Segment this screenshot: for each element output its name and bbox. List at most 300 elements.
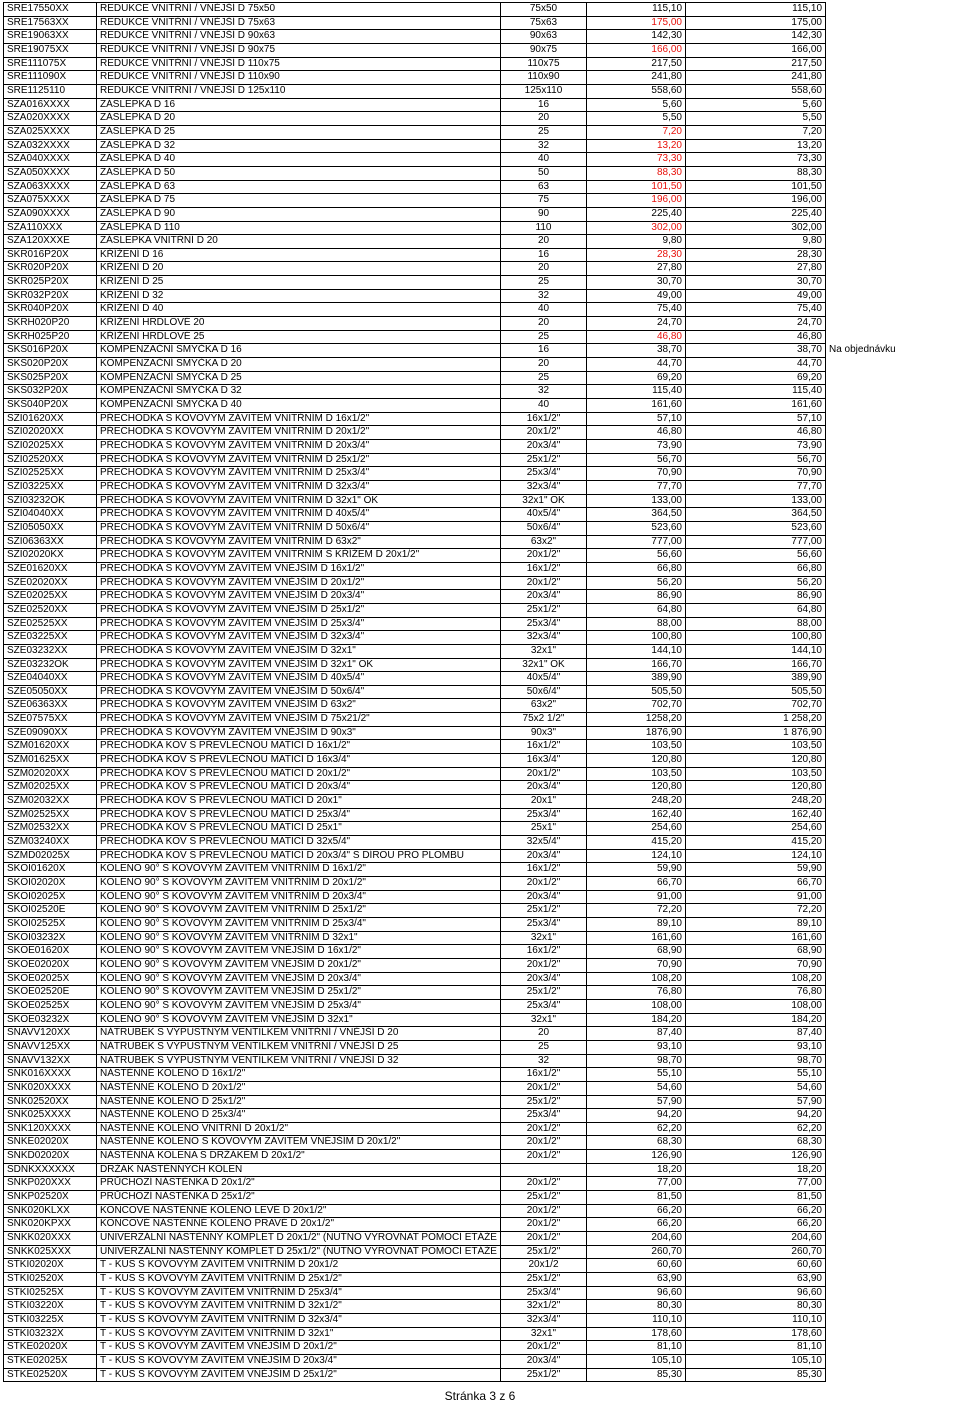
total-price-cell: 63,90 xyxy=(686,1273,826,1287)
product-code-cell: SDNKXXXXXX xyxy=(4,1163,97,1177)
table-row xyxy=(4,494,951,508)
note-cell xyxy=(826,822,951,836)
dimension-cell: 110 xyxy=(501,221,587,235)
dimension-cell: 20x1/2" xyxy=(501,767,587,781)
unit-price-cell: 28,30 xyxy=(587,248,686,262)
note-cell xyxy=(826,617,951,631)
dimension-cell: 25 xyxy=(501,125,587,139)
product-description-cell: KOLENO 90° S KOVOVÝM ZÁVITEM VNITŘNÍM D 25x3/4" xyxy=(97,917,501,931)
total-price-cell: 126,90 xyxy=(686,1150,826,1164)
total-price-cell: 44,70 xyxy=(686,358,826,372)
table-row xyxy=(4,16,951,30)
product-description-cell: KOLENO 90° S KOVOVÝM ZÁVITEM VNITŘNÍM D 32x1" xyxy=(97,931,501,945)
product-code-cell: SRE111090X xyxy=(4,71,97,85)
dimension-cell: 20x1/2" xyxy=(501,1204,587,1218)
dimension-cell: 63 xyxy=(501,180,587,194)
dimension-cell: 125x110 xyxy=(501,84,587,98)
table-row xyxy=(4,153,951,167)
unit-price-cell: 62,20 xyxy=(587,1122,686,1136)
note-cell xyxy=(826,1273,951,1287)
unit-price-cell: 1258,20 xyxy=(587,713,686,727)
product-description-cell: PŘECHODKA KOV S PŘEVLEČNOU MATICÍ D 20x1/2" xyxy=(97,767,501,781)
product-description-cell: PŘECHODKA S KOVOVÝM ZÁVITEM VNITŘNÍM D 16x1/2" xyxy=(97,412,501,426)
table-row xyxy=(4,453,951,467)
product-description-cell: PŘECHODKA S KOVOVÝM ZÁVITEM VNĚJŠÍM D 20x1/2" xyxy=(97,576,501,590)
note-cell xyxy=(826,1122,951,1136)
product-code-cell: SKR032P20X xyxy=(4,289,97,303)
dimension-cell: 32x3/4" xyxy=(501,631,587,645)
table-row xyxy=(4,71,951,85)
product-code-cell: SZE02525XX xyxy=(4,617,97,631)
unit-price-cell: 89,10 xyxy=(587,917,686,931)
table-row xyxy=(4,781,951,795)
table-row xyxy=(4,972,951,986)
dimension-cell: 25x3/4" xyxy=(501,467,587,481)
price-list-table xyxy=(3,2,951,1382)
unit-price-cell: 57,10 xyxy=(587,412,686,426)
dimension-cell: 32x1" xyxy=(501,1327,587,1341)
note-cell xyxy=(826,139,951,153)
table-row xyxy=(4,1341,951,1355)
note-cell xyxy=(826,57,951,71)
dimension-cell: 25x3/4" xyxy=(501,617,587,631)
total-price-cell: 70,90 xyxy=(686,958,826,972)
dimension-cell: 25x1/2" xyxy=(501,1368,587,1382)
table-row xyxy=(4,1177,951,1191)
product-code-cell: SZE05050XX xyxy=(4,685,97,699)
product-code-cell: STKE02025X xyxy=(4,1354,97,1368)
product-code-cell: SZI03232OK xyxy=(4,494,97,508)
product-description-cell: PŘECHODKA KOV S PŘEVLEČNOU MATICÍ D 20x3/4" S DÍROU PRO PLOMBU xyxy=(97,849,501,863)
note-cell xyxy=(826,453,951,467)
unit-price-cell: 558,60 xyxy=(587,84,686,98)
note-cell xyxy=(826,917,951,931)
note-cell xyxy=(826,658,951,672)
table-row xyxy=(4,3,951,17)
dimension-cell: 63x2" xyxy=(501,535,587,549)
table-row xyxy=(4,1300,951,1314)
table-row xyxy=(4,1259,951,1273)
total-price-cell: 68,30 xyxy=(686,1136,826,1150)
unit-price-cell: 44,70 xyxy=(587,358,686,372)
unit-price-cell: 68,30 xyxy=(587,1136,686,1150)
table-row xyxy=(4,945,951,959)
product-description-cell: KŘÍŽENÍ D 16 xyxy=(97,248,501,262)
unit-price-cell: 389,90 xyxy=(587,672,686,686)
product-code-cell: SNK020XXXX xyxy=(4,1081,97,1095)
total-price-cell: 105,10 xyxy=(686,1354,826,1368)
note-cell xyxy=(826,1163,951,1177)
unit-price-cell: 60,60 xyxy=(587,1259,686,1273)
unit-price-cell: 161,60 xyxy=(587,399,686,413)
product-code-cell: SZM01625XX xyxy=(4,754,97,768)
product-description-cell: NÁSTĚNNÉ KOLENO VNITŘNÍ D 20x1/2" xyxy=(97,1122,501,1136)
table-row xyxy=(4,1273,951,1287)
note-cell xyxy=(826,795,951,809)
unit-price-cell: 98,70 xyxy=(587,1054,686,1068)
product-description-cell: NÁSTĚNNÉ KOLENO D 25x3/4" xyxy=(97,1109,501,1123)
product-code-cell: SRE111075X xyxy=(4,57,97,71)
note-cell xyxy=(826,1040,951,1054)
product-code-cell: SZI03225XX xyxy=(4,480,97,494)
product-code-cell: SKS016P20X xyxy=(4,344,97,358)
product-description-cell: ZÁSLEPKA D 110 xyxy=(97,221,501,235)
product-code-cell: SNK120XXXX xyxy=(4,1122,97,1136)
unit-price-cell: 76,80 xyxy=(587,986,686,1000)
unit-price-cell: 73,30 xyxy=(587,153,686,167)
product-description-cell: PŘECHODKA S KOVOVÝM ZÁVITEM VNITŘNÍM D 32x1" OK xyxy=(97,494,501,508)
note-cell xyxy=(826,385,951,399)
table-row xyxy=(4,822,951,836)
table-row xyxy=(4,262,951,276)
table-row xyxy=(4,562,951,576)
dimension-cell: 20x1/2" xyxy=(501,1136,587,1150)
total-price-cell: 13,20 xyxy=(686,139,826,153)
unit-price-cell: 56,70 xyxy=(587,453,686,467)
total-price-cell: 93,10 xyxy=(686,1040,826,1054)
note-cell xyxy=(826,112,951,126)
dimension-cell: 25 xyxy=(501,330,587,344)
note-cell xyxy=(826,999,951,1013)
unit-price-cell: 523,60 xyxy=(587,521,686,535)
price-list-body xyxy=(4,3,951,1382)
product-description-cell: T - KUS S KOVOVÝM ZÁVITEM VNITŘNÍM D 20x1/2 xyxy=(97,1259,501,1273)
table-row xyxy=(4,289,951,303)
total-price-cell: 81,50 xyxy=(686,1191,826,1205)
unit-price-cell: 64,80 xyxy=(587,603,686,617)
total-price-cell: 86,90 xyxy=(686,590,826,604)
product-code-cell: SKOI01620X xyxy=(4,863,97,877)
product-description-cell: PŘECHODKA S KOVOVÝM ZÁVITEM VNĚJŠÍM D 63x2" xyxy=(97,699,501,713)
total-price-cell: 66,20 xyxy=(686,1218,826,1232)
total-price-cell: 120,80 xyxy=(686,781,826,795)
total-price-cell: 108,20 xyxy=(686,972,826,986)
note-cell xyxy=(826,221,951,235)
total-price-cell: 28,30 xyxy=(686,248,826,262)
product-code-cell: SZE06363XX xyxy=(4,699,97,713)
unit-price-cell: 91,00 xyxy=(587,890,686,904)
table-row xyxy=(4,235,951,249)
dimension-cell: 20 xyxy=(501,358,587,372)
product-code-cell: SKOE02025X xyxy=(4,972,97,986)
dimension-cell: 32x1" xyxy=(501,644,587,658)
table-row xyxy=(4,84,951,98)
note-cell xyxy=(826,153,951,167)
dimension-cell: 25x1/2" xyxy=(501,1095,587,1109)
product-code-cell: SNKK020XXX xyxy=(4,1232,97,1246)
product-description-cell: T - KUS S KOVOVÝM ZÁVITEM VNITŘNÍM D 32x1/2" xyxy=(97,1300,501,1314)
table-row xyxy=(4,754,951,768)
note-cell xyxy=(826,98,951,112)
dimension-cell xyxy=(501,1163,587,1177)
total-price-cell: 364,50 xyxy=(686,508,826,522)
product-code-cell: SKS040P20X xyxy=(4,399,97,413)
note-cell xyxy=(826,767,951,781)
dimension-cell: 16x1/2" xyxy=(501,562,587,576)
unit-price-cell: 161,60 xyxy=(587,931,686,945)
product-description-cell: PŘECHODKA S KOVOVÝM ZÁVITEM VNĚJŠÍM D 20x3/4" xyxy=(97,590,501,604)
product-description-cell: ZÁSLEPKA D 25 xyxy=(97,125,501,139)
note-cell xyxy=(826,672,951,686)
product-code-cell: SZM02525XX xyxy=(4,808,97,822)
unit-price-cell: 101,50 xyxy=(587,180,686,194)
dimension-cell: 40 xyxy=(501,303,587,317)
product-code-cell: SRE17550XX xyxy=(4,3,97,17)
product-description-cell: PŘECHODKA KOV S PŘEVLEČNOU MATICÍ D 32x5/4" xyxy=(97,836,501,850)
note-cell xyxy=(826,1204,951,1218)
dimension-cell: 40x5/4" xyxy=(501,672,587,686)
unit-price-cell: 7,20 xyxy=(587,125,686,139)
dimension-cell: 16x1/2" xyxy=(501,1068,587,1082)
total-price-cell: 46,80 xyxy=(686,426,826,440)
unit-price-cell: 178,60 xyxy=(587,1327,686,1341)
product-code-cell: SZE03232OK xyxy=(4,658,97,672)
total-price-cell: 24,70 xyxy=(686,317,826,331)
product-description-cell: REDUKCE VNITŘNÍ / VNĚJŠÍ D 90x75 xyxy=(97,43,501,57)
note-cell xyxy=(826,166,951,180)
total-price-cell: 60,60 xyxy=(686,1259,826,1273)
unit-price-cell: 69,20 xyxy=(587,371,686,385)
note-cell xyxy=(826,494,951,508)
total-price-cell: 66,70 xyxy=(686,877,826,891)
dimension-cell: 16x1/2" xyxy=(501,863,587,877)
product-code-cell: SZI02020XX xyxy=(4,426,97,440)
total-price-cell: 62,20 xyxy=(686,1122,826,1136)
product-description-cell: NÁTRUBEK S VÝPUSTNÝM VENTILKEM VNITŘNÍ / VNĚJŠÍ D 20 xyxy=(97,1027,501,1041)
note-cell xyxy=(826,262,951,276)
product-code-cell: SNAVV125XX xyxy=(4,1040,97,1054)
total-price-cell: 89,10 xyxy=(686,917,826,931)
table-row xyxy=(4,207,951,221)
table-row xyxy=(4,617,951,631)
total-price-cell: 175,00 xyxy=(686,16,826,30)
product-description-cell: ZÁSLEPKA D 32 xyxy=(97,139,501,153)
total-price-cell: 115,40 xyxy=(686,385,826,399)
total-price-cell: 260,70 xyxy=(686,1245,826,1259)
product-code-cell: SZE07575XX xyxy=(4,713,97,727)
product-code-cell: SZE03225XX xyxy=(4,631,97,645)
note-cell xyxy=(826,317,951,331)
product-code-cell: SZI02520XX xyxy=(4,453,97,467)
total-price-cell: 120,80 xyxy=(686,754,826,768)
product-description-cell: PŘECHODKA S KOVOVÝM ZÁVITEM VNITŘNÍM D 40x5/4" xyxy=(97,508,501,522)
product-description-cell: PŘECHODKA S KOVOVÝM ZÁVITEM VNĚJŠÍM D 50x6/4" xyxy=(97,685,501,699)
unit-price-cell: 115,10 xyxy=(587,3,686,17)
table-row xyxy=(4,508,951,522)
product-description-cell: T - KUS S KOVOVÝM ZÁVITEM VNĚJŠÍM D 20x1/2" xyxy=(97,1341,501,1355)
dimension-cell: 90 xyxy=(501,207,587,221)
unit-price-cell: 225,40 xyxy=(587,207,686,221)
table-row xyxy=(4,904,951,918)
note-cell xyxy=(826,685,951,699)
product-code-cell: SZA032XXXX xyxy=(4,139,97,153)
table-row xyxy=(4,1245,951,1259)
table-row xyxy=(4,358,951,372)
table-row xyxy=(4,1327,951,1341)
product-code-cell: STKE02020X xyxy=(4,1341,97,1355)
unit-price-cell: 70,90 xyxy=(587,467,686,481)
product-code-cell: SZI02025XX xyxy=(4,440,97,454)
unit-price-cell: 108,20 xyxy=(587,972,686,986)
product-description-cell: ZÁSLEPKA D 90 xyxy=(97,207,501,221)
total-price-cell: 87,40 xyxy=(686,1027,826,1041)
product-description-cell: ZÁSLEPKA D 75 xyxy=(97,194,501,208)
dimension-cell: 20x3/4" xyxy=(501,890,587,904)
total-price-cell: 27,80 xyxy=(686,262,826,276)
note-cell xyxy=(826,412,951,426)
table-row xyxy=(4,917,951,931)
product-code-cell: SKOE02520E xyxy=(4,986,97,1000)
unit-price-cell: 204,60 xyxy=(587,1232,686,1246)
product-code-cell: SZM02032XX xyxy=(4,795,97,809)
note-cell xyxy=(826,480,951,494)
dimension-cell: 20x1/2" xyxy=(501,576,587,590)
unit-price-cell: 105,10 xyxy=(587,1354,686,1368)
table-row xyxy=(4,849,951,863)
note-cell xyxy=(826,125,951,139)
total-price-cell: 225,40 xyxy=(686,207,826,221)
unit-price-cell: 260,70 xyxy=(587,1245,686,1259)
dimension-cell: 32x1" OK xyxy=(501,658,587,672)
note-cell xyxy=(826,1218,951,1232)
total-price-cell: 94,20 xyxy=(686,1109,826,1123)
total-price-cell: 75,40 xyxy=(686,303,826,317)
note-cell xyxy=(826,207,951,221)
table-row xyxy=(4,30,951,44)
table-row xyxy=(4,726,951,740)
product-code-cell: SZI06363XX xyxy=(4,535,97,549)
table-row xyxy=(4,98,951,112)
product-description-cell: KOLENO 90° S KOVOVÝM ZÁVITEM VNĚJŠÍM D 25x1/2" xyxy=(97,986,501,1000)
note-cell xyxy=(826,590,951,604)
total-price-cell: 110,10 xyxy=(686,1314,826,1328)
table-row xyxy=(4,426,951,440)
table-row xyxy=(4,412,951,426)
product-description-cell: NÁTRUBEK S VÝPUSTNÝM VENTILKEM VNITŘNÍ / VNĚJŠÍ D 32 xyxy=(97,1054,501,1068)
table-row xyxy=(4,371,951,385)
dimension-cell: 20x1/2" xyxy=(501,1341,587,1355)
total-price-cell: 64,80 xyxy=(686,603,826,617)
product-code-cell: SKR020P20X xyxy=(4,262,97,276)
table-row xyxy=(4,1232,951,1246)
total-price-cell: 217,50 xyxy=(686,57,826,71)
unit-price-cell: 241,80 xyxy=(587,71,686,85)
table-row xyxy=(4,303,951,317)
dimension-cell: 32 xyxy=(501,289,587,303)
dimension-cell: 20 xyxy=(501,235,587,249)
note-cell xyxy=(826,740,951,754)
dimension-cell: 25x3/4" xyxy=(501,808,587,822)
dimension-cell: 16x3/4" xyxy=(501,754,587,768)
note-cell xyxy=(826,1136,951,1150)
table-row xyxy=(4,1286,951,1300)
total-price-cell: 72,20 xyxy=(686,904,826,918)
unit-price-cell: 70,90 xyxy=(587,958,686,972)
dimension-cell: 20x1/2" xyxy=(501,426,587,440)
note-cell xyxy=(826,30,951,44)
unit-price-cell: 126,90 xyxy=(587,1150,686,1164)
table-row xyxy=(4,836,951,850)
note-cell xyxy=(826,1150,951,1164)
total-price-cell: 558,60 xyxy=(686,84,826,98)
product-description-cell: UNIVERZÁLNÍ NÁSTĚNNÝ KOMPLET D 25x1/2" (NUTNO VYROVNAT POMOCÍ ETÁŽE xyxy=(97,1245,501,1259)
product-code-cell: SKS032P20X xyxy=(4,385,97,399)
product-description-cell: KOLENO 90° S KOVOVÝM ZÁVITEM VNĚJŠÍM D 32x1" xyxy=(97,1013,501,1027)
product-code-cell: SKRH025P20 xyxy=(4,330,97,344)
note-cell xyxy=(826,986,951,1000)
product-code-cell: SRE19063XX xyxy=(4,30,97,44)
unit-price-cell: 1876,90 xyxy=(587,726,686,740)
product-code-cell: STKI03220X xyxy=(4,1300,97,1314)
unit-price-cell: 505,50 xyxy=(587,685,686,699)
total-price-cell: 777,00 xyxy=(686,535,826,549)
table-row xyxy=(4,685,951,699)
total-price-cell: 54,60 xyxy=(686,1081,826,1095)
product-description-cell: NÁTRUBEK S VÝPUSTNÝM VENTILKEM VNITŘNÍ / VNĚJŠÍ D 25 xyxy=(97,1040,501,1054)
note-cell xyxy=(826,699,951,713)
total-price-cell: 1 258,20 xyxy=(686,713,826,727)
table-row xyxy=(4,1027,951,1041)
note-cell xyxy=(826,1013,951,1027)
unit-price-cell: 81,50 xyxy=(587,1191,686,1205)
product-description-cell: PŘECHODKA S KOVOVÝM ZÁVITEM VNITŘNÍM D 25x3/4" xyxy=(97,467,501,481)
unit-price-cell: 55,10 xyxy=(587,1068,686,1082)
total-price-cell: 702,70 xyxy=(686,699,826,713)
note-cell xyxy=(826,1054,951,1068)
product-description-cell: PŘECHODKA KOV S PŘEVLEČNOU MATICÍ D 20x3/4" xyxy=(97,781,501,795)
note-cell xyxy=(826,248,951,262)
unit-price-cell: 144,10 xyxy=(587,644,686,658)
product-description-cell: T - KUS S KOVOVÝM ZÁVITEM VNĚJŠÍM D 25x1/2" xyxy=(97,1368,501,1382)
product-code-cell: SZI05050XX xyxy=(4,521,97,535)
dimension-cell: 110x90 xyxy=(501,71,587,85)
note-cell xyxy=(826,440,951,454)
note-cell xyxy=(826,508,951,522)
table-row xyxy=(4,999,951,1013)
total-price-cell: 248,20 xyxy=(686,795,826,809)
total-price-cell: 178,60 xyxy=(686,1327,826,1341)
table-row xyxy=(4,863,951,877)
unit-price-cell: 702,70 xyxy=(587,699,686,713)
dimension-cell: 25x3/4" xyxy=(501,1286,587,1300)
product-description-cell: PŘECHODKA KOV S PŘEVLEČNOU MATICÍ D 16x3/4" xyxy=(97,754,501,768)
table-row xyxy=(4,1204,951,1218)
product-code-cell: SZM02532XX xyxy=(4,822,97,836)
total-price-cell: 241,80 xyxy=(686,71,826,85)
table-row xyxy=(4,194,951,208)
unit-price-cell: 27,80 xyxy=(587,262,686,276)
product-description-cell: KOLENO 90° S KOVOVÝM ZÁVITEM VNĚJŠÍM D 25x3/4" xyxy=(97,999,501,1013)
product-code-cell: SKS020P20X xyxy=(4,358,97,372)
product-description-cell: PŘECHODKA S KOVOVÝM ZÁVITEM VNITŘNÍM D 63x2" xyxy=(97,535,501,549)
product-description-cell: PŘECHODKA S KOVOVÝM ZÁVITEM VNITŘNÍM D 50x6/4" xyxy=(97,521,501,535)
product-code-cell: SZE02020XX xyxy=(4,576,97,590)
unit-price-cell: 5,50 xyxy=(587,112,686,126)
product-description-cell: PRŮCHOZÍ NÁSTĚNKA D 25x1/2" xyxy=(97,1191,501,1205)
dimension-cell: 20x3/4" xyxy=(501,849,587,863)
note-cell xyxy=(826,84,951,98)
dimension-cell: 110x75 xyxy=(501,57,587,71)
note-cell xyxy=(826,194,951,208)
note-cell xyxy=(826,726,951,740)
total-price-cell: 523,60 xyxy=(686,521,826,535)
table-row xyxy=(4,480,951,494)
unit-price-cell: 100,80 xyxy=(587,631,686,645)
table-row xyxy=(4,1218,951,1232)
product-code-cell: SZM02025XX xyxy=(4,781,97,795)
unit-price-cell: 77,70 xyxy=(587,480,686,494)
unit-price-cell: 49,00 xyxy=(587,289,686,303)
